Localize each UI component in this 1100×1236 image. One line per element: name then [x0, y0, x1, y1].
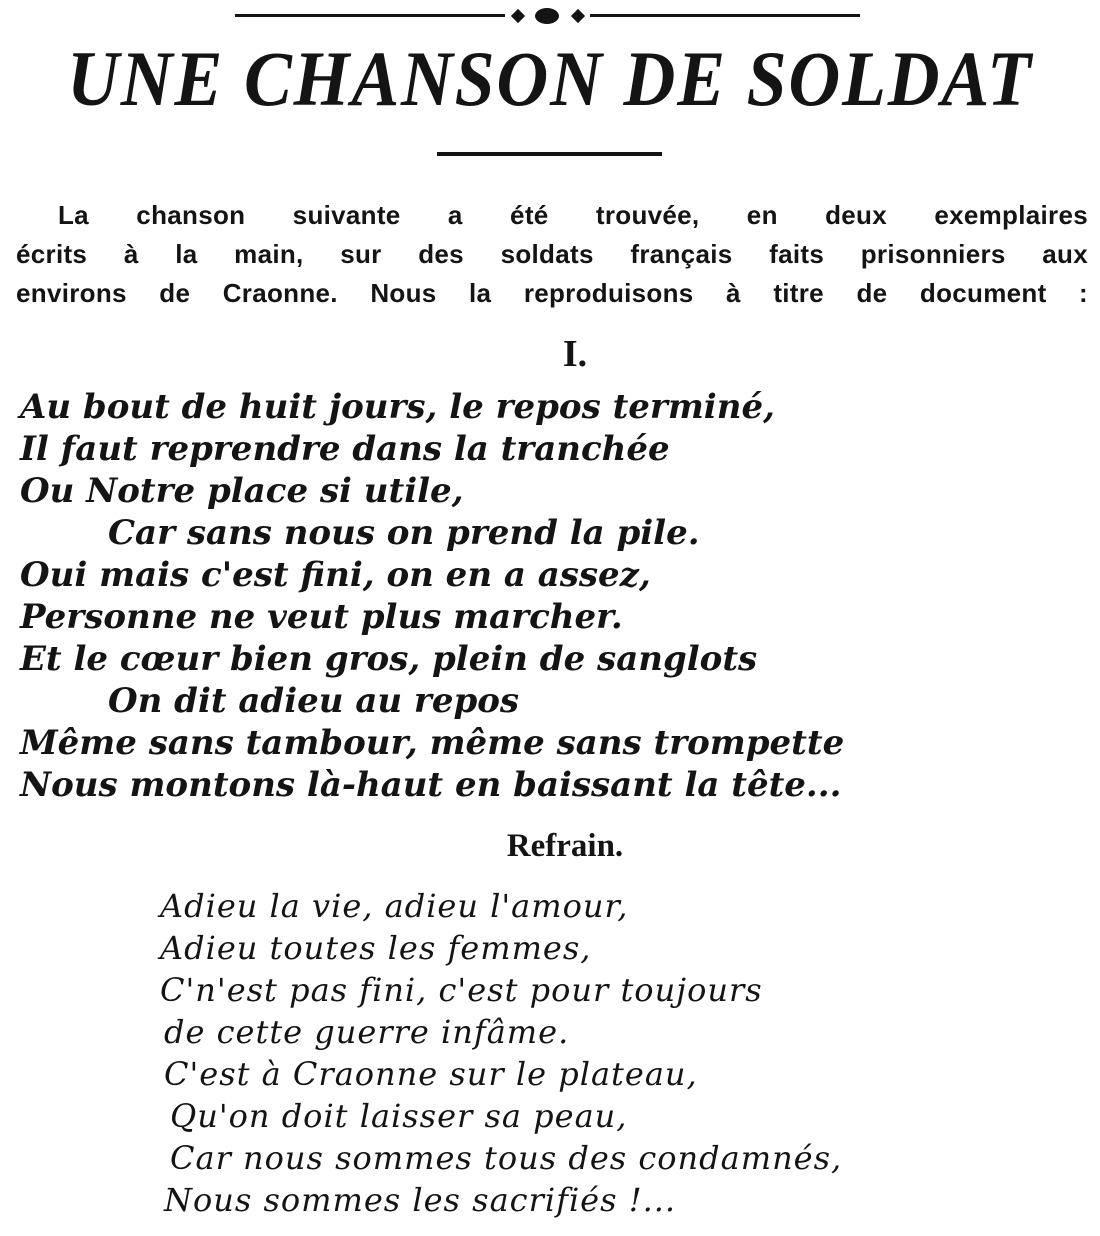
verse-line: Et le cœur bien gros, plein de sanglots: [20, 639, 758, 679]
refrain-line: Adieu la vie, adieu l'amour,: [160, 887, 629, 925]
section-number: I.: [562, 333, 588, 375]
refrain-line: Qu'on doit laisser sa peau,: [170, 1097, 628, 1135]
verse-line: Nous montons là-haut en baissant la tête...: [20, 765, 842, 805]
refrain-line: Nous sommes les sacrifiés !...: [164, 1181, 677, 1219]
ornament-center-dot-icon: [535, 8, 559, 24]
verse-line: Il faut reprendre dans la tranchée: [20, 429, 670, 469]
ornament-right-line: [590, 14, 860, 17]
verse-line: Personne ne veut plus marcher.: [20, 597, 623, 637]
intro-paragraph: [16, 196, 1088, 313]
refrain-line: Car nous sommes tous des condamnés,: [170, 1139, 843, 1177]
verse-line: On dit adieu au repos: [108, 681, 520, 721]
verse-line: Même sans tambour, même sans trompette: [20, 723, 845, 763]
verse-line: Au bout de huit jours, le repos terminé,: [20, 387, 775, 427]
verse-line: Oui mais c'est fini, on en a assez,: [20, 555, 651, 595]
ornament-diamond-right-icon: [571, 9, 585, 23]
refrain-line: de cette guerre infâme.: [164, 1013, 570, 1051]
verse-one: [20, 386, 844, 806]
intro-line: La chanson suivante a été trouvée, en deux exemplaires: [58, 200, 1088, 230]
article-title: UNE CHANSON DE SOLDAT: [67, 35, 1033, 122]
refrain-line: C'est à Craonne sur le plateau,: [164, 1055, 698, 1093]
refrain-line: Adieu toutes les femmes,: [160, 929, 592, 967]
verse-line: Car sans nous on prend la pile.: [108, 513, 700, 553]
refrain: [160, 885, 842, 1221]
refrain-line: C'n'est pas fini, c'est pour toujours: [160, 971, 763, 1009]
refrain-heading: Refrain.: [506, 828, 624, 864]
title-underline-rule: [437, 152, 662, 156]
ornament-diamond-left-icon: [511, 9, 525, 23]
top-ornament-rule: [235, 8, 860, 24]
intro-line: écrits à la main, sur des soldats français faits prisonniers aux: [16, 239, 1088, 269]
verse-line: Ou Notre place si utile,: [20, 471, 464, 511]
ornament-left-line: [235, 14, 505, 17]
intro-line: environs de Craonne. Nous la reproduisons à titre de document :: [16, 278, 1088, 308]
